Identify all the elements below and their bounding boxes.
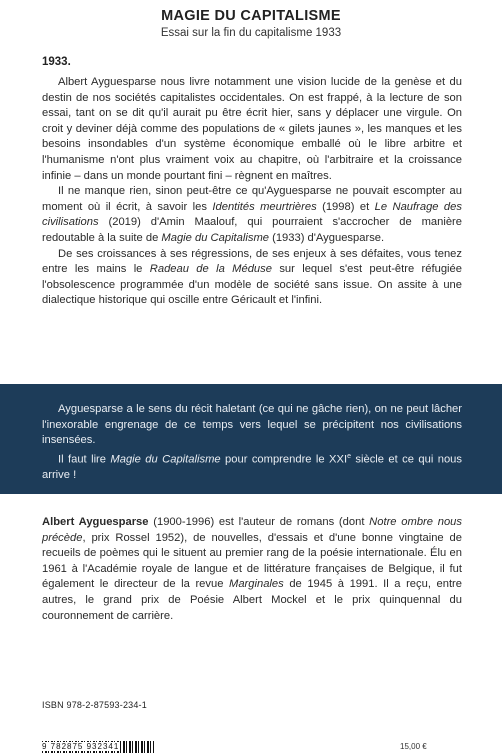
band-paragraph-1: Ayguesparse a le sens du récit haletant (ce qui ne gâche rien), on ne peut lâcher l'inexorable engrenage de ce temps vers lequel se précipitent nos civilisations insensées. xyxy=(42,403,462,447)
blurb-text xyxy=(42,75,462,309)
barcode-number: 9 782875 932341 xyxy=(42,742,120,751)
blurb-paragraph-3: De ses croissances à ses régressions, de ses enjeux à ses défaites, vous tenez entre les mains le Radeau de la Méduse sur lequel s'est peut-être réfugiée l'obsolescence programmée d'un modèle de société sans issue. On assite à une dialectique historique qui oscille entre Géricault et l'infini. xyxy=(42,247,462,307)
blurb-paragraph-1: Albert Ayguesparse nous livre notamment une vision lucide de la genèse et du destin de nos sociétés capitalistes occidentales. On est frappé, à la lecture de son essai, tant on se dit qu'il aurait pu être écrit hier, sans y déplacer une virgule. On croit y deviner déjà comme des populations de « gilets jaunes », les manques et les besoins insondables d'un système économique emballé où le libre arbitre et l'humanisme n'ont plus vraiment voix au chapitre, où l'arbitraire et la croissance infinie – dans un monde pourtant fini – règnent en maîtres. xyxy=(42,76,462,182)
author-name: Albert Ayguesparse xyxy=(42,516,149,528)
isbn-text: ISBN 978-2-87593-234-1 xyxy=(42,700,147,710)
quote-band xyxy=(0,384,502,494)
lower-section xyxy=(0,384,502,753)
author-bio xyxy=(42,515,462,624)
band-text xyxy=(42,402,462,484)
price-label: 15,00 € xyxy=(400,742,427,751)
blurb-paragraph-2: Il ne manque rien, sinon peut-être ce qu'Ayguesparse ne pouvait escompter au moment où il écrit, à savoir les Identités meurtrières (1998) et Le Naufrage des civilisations (2019) d'Amin Maalouf, qui pourraient s'accrocher de manière redoutable à la suite de Magie du Capitalisme (1933) d'Ayguesparse. xyxy=(42,185,462,244)
book-subtitle: Essai sur la fin du capitalisme 1933 xyxy=(160,27,342,39)
year-heading: 1933. xyxy=(42,56,71,68)
band-paragraph-2: Il faut lire Magie du Capitalisme pour comprendre le XXIe siècle et ce qui nous arrive ! xyxy=(42,452,463,482)
bio-paragraph: Albert Ayguesparse (1900-1996) est l'auteur de romans (dont Notre ombre nous précède, prix Rossel 1952), de nouvelles, d'essais et d'une bonne vingtaine de recueils de poèmes qui le situent au premier rang de la poésie internationale. Élu en 1961 à l'Académie royale de langue et de littérature françaises de Belgique, il fut également le directeur de la revue Marginales de 1945 à 1991. Il a reçu, entre autres, le grand prix de Poésie Albert Mockel et le prix quinquennal du couronnement de carrière. xyxy=(42,516,463,622)
book-title: MAGIE DU CAPITALISME xyxy=(161,8,341,24)
